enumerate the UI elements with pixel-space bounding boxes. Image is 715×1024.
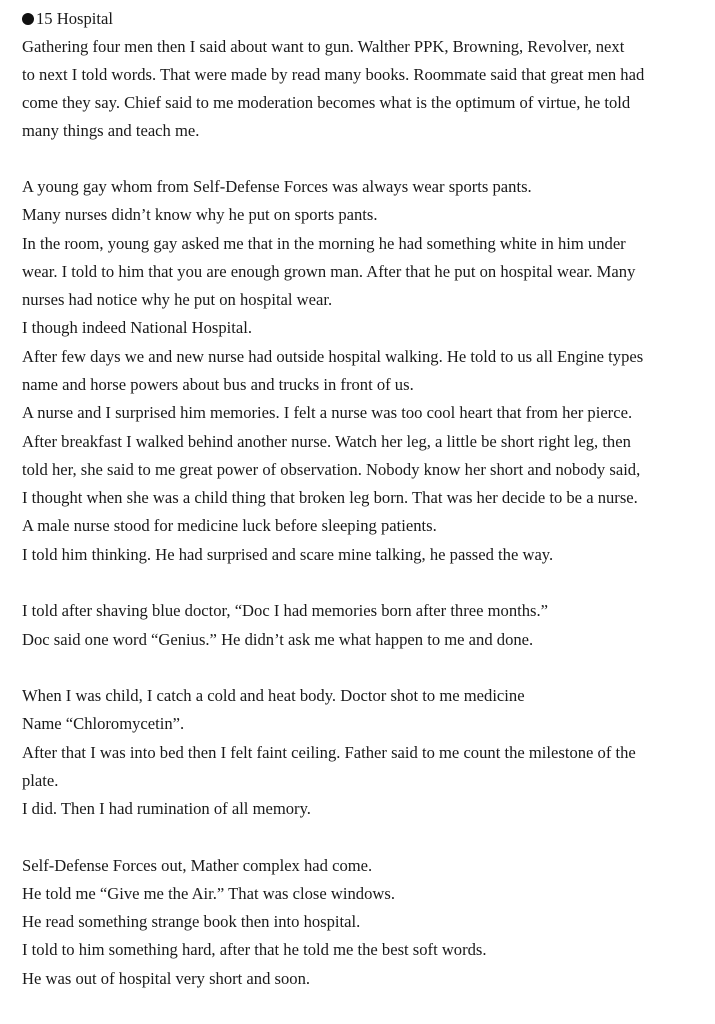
text-line: many things and teach me. [22, 121, 200, 140]
text-line: Many nurses didn’t know why he put on sports pants. [22, 205, 378, 224]
text-line: A nurse and I surprised him memories. I felt a nurse was too cool heart that from her pierce. [22, 403, 633, 422]
text-line: name and horse powers about bus and trucks in front of us. [22, 375, 414, 394]
text-line: After that I was into bed then I felt faint ceiling. Father said to me count the milestone of the [22, 743, 636, 762]
text-line: I told him thinking. He had surprised and scare mine talking, he passed the way. [22, 545, 554, 564]
text-line: When I was child, I catch a cold and heat body. Doctor shot to me medicine [22, 686, 525, 705]
text-line: Gathering four men then I said about want to gun. Walther PPK, Browning, Revolver, next [22, 37, 625, 56]
text-line: I told after shaving blue doctor, “Doc I had memories born after three months.” [22, 601, 549, 620]
text-line: After few days we and new nurse had outside hospital walking. He told to us all Engine types [22, 347, 644, 366]
text-line: wear. I told to him that you are enough grown man. After that he put on hospital wear. Many [22, 262, 636, 281]
text-line: plate. [22, 771, 59, 790]
text-line: In the room, young gay asked me that in the morning he had something white in him under [22, 234, 626, 253]
text-line: to next I told words. That were made by read many books. Roommate said that great men had [22, 65, 645, 84]
text-line: A male nurse stood for medicine luck before sleeping patients. [22, 516, 437, 535]
text-line: After breakfast I walked behind another nurse. Watch her leg, a little be short right leg, then [22, 432, 631, 451]
text-line: He told me “Give me the Air.” That was close windows. [22, 884, 395, 903]
section-title-text: 15 Hospital [36, 9, 113, 28]
text-line: I though indeed National Hospital. [22, 318, 252, 337]
bullet-icon [22, 13, 34, 25]
section-title [22, 9, 113, 29]
text-line: He was out of hospital very short and soon. [22, 969, 311, 988]
text-line: told her, she said to me great power of observation. Nobody know her short and nobody said, [22, 460, 641, 479]
text-line: I told to him something hard, after that he told me the best soft words. [22, 940, 487, 959]
text-line: I thought when she was a child thing that broken leg born. That was her decide to be a nurse. [22, 488, 638, 507]
text-line: come they say. Chief said to me moderation becomes what is the optimum of virtue, he told [22, 93, 631, 112]
text-line: He read something strange book then into hospital. [22, 912, 361, 931]
text-line: Name “Chloromycetin”. [22, 714, 185, 733]
text-line: Self-Defense Forces out, Mather complex had come. [22, 856, 373, 875]
text-line: I did. Then I had rumination of all memory. [22, 799, 311, 818]
text-line: nurses had notice why he put on hospital wear. [22, 290, 333, 309]
text-line: A young gay whom from Self-Defense Forces was always wear sports pants. [22, 177, 532, 196]
text-line: Doc said one word “Genius.” He didn’t ask me what happen to me and done. [22, 630, 534, 649]
